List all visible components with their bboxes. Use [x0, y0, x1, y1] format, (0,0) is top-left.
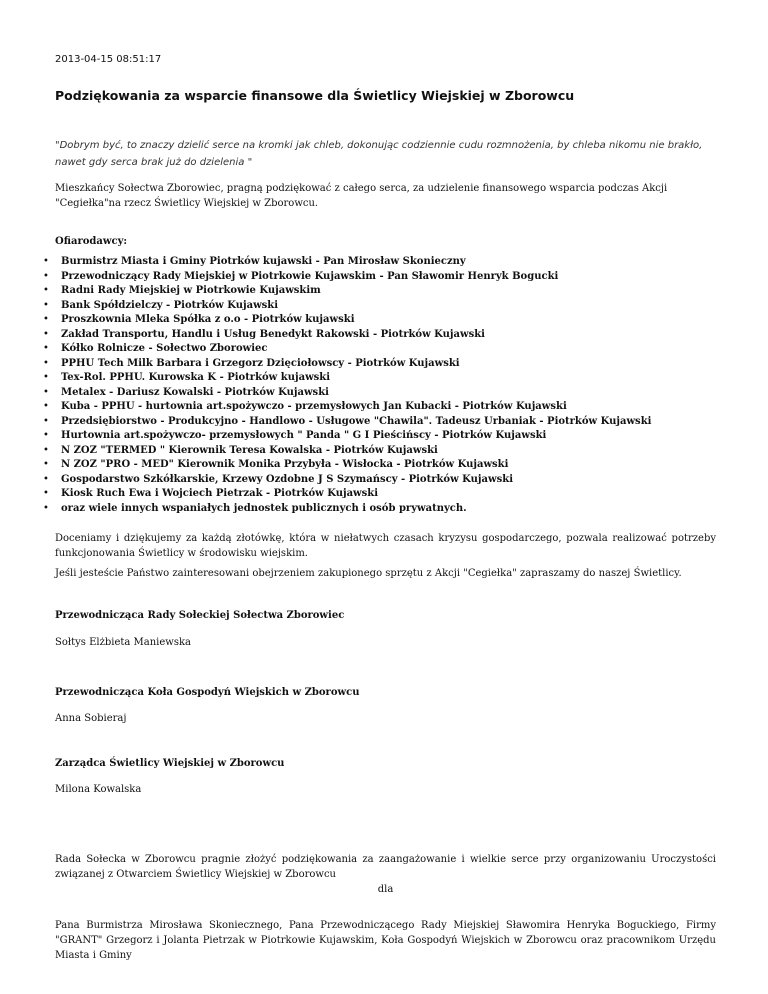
- signature-name-2: Anna Sobieraj: [55, 713, 127, 724]
- list-item: • Kuba - PPHU - hurtownia art.spożywczo - przemysłowych Jan Kubacki - Piotrków Kujawski: [61, 400, 741, 415]
- intro-paragraph: Mieszkańcy Sołectwa Zborowiec, pragną podziękować z całego serca, za udzielenie finansowego wsparcia podczas Akcji "Cegiełka"na rzecz Świetlicy Wiejskiej w Zborowcu.: [55, 183, 668, 209]
- list-item: • Hurtownia art.spożywczo- przemysłowych " Panda " G I Pieścińscy - Piotrków Kujawski: [61, 429, 741, 444]
- list-item: • Zakład Transportu, Handlu i Usług Benedykt Rakowski - Piotrków Kujawski: [61, 328, 741, 343]
- list-item: • Bank Spółdzielczy - Piotrków Kujawski: [61, 299, 741, 314]
- list-item: • N ZOZ "TERMED " Kierownik Teresa Kowalska - Piotrków Kujawski: [61, 444, 741, 459]
- list-item: • Metalex - Dariusz Kowalski - Piotrków Kujawski: [61, 386, 741, 401]
- invite-paragraph: Jeśli jesteście Państwo zainteresowani obejrzeniem zakupionego sprzętu z Akcji "Cegiełka" zapraszamy do naszej Świetlicy.: [55, 568, 682, 579]
- list-item: • Kiosk Ruch Ewa i Wojciech Pietrzak - Piotrków Kujawski: [61, 487, 741, 502]
- list-item: • Przedsiębiorstwo - Produkcyjno - Handlowo - Usługowe "Chawila". Tadeusz Urbaniak - Piotrków Kujawski: [61, 415, 741, 430]
- list-item: • PPHU Tech Milk Barbara i Grzegorz Dzięciołowscy - Piotrków Kujawski: [61, 357, 741, 372]
- signature-role-1: Przewodnicząca Rady Sołeckiej Sołectwa Zborowiec: [55, 610, 345, 621]
- donors-heading: Ofiarodawcy:: [55, 236, 128, 247]
- list-item: • Gospodarstwo Szkółkarskie, Krzewy Ozdobne J S Szymańscy - Piotrków Kujawski: [61, 473, 741, 488]
- list-item: • Tex-Rol. PPHU. Kurowska K - Piotrków kujawski: [61, 371, 741, 386]
- list-item: • Kółko Rolnicze - Sołectwo Zborowiec: [61, 342, 741, 357]
- signature-role-3: Zarządca Świetlicy Wiejskiej w Zborowcu: [55, 758, 285, 769]
- thanks-paragraph: Doceniamy i dziękujemy za każdą złotówkę, która w niełatwych czasach kryzysu gospodarczego, pozwala realizować potrzeby funkcjonowania Świetlicy w środowisku wiejskim.: [55, 533, 716, 559]
- list-item: • oraz wiele innych wspaniałych jednostek publicznych i osób prywatnych.: [61, 502, 741, 517]
- list-item: • Radni Rady Miejskiej w Piotrkowie Kujawskim: [61, 284, 741, 299]
- quote: "Dobrym być, to znaczy dzielić serce na kromki jak chleb, dokonując codziennie cudu rozmnożenia, by chleba nikomu nie brakło, nawet gdy serca brak już do dzielenia ": [55, 140, 703, 168]
- signature-name-3: Milona Kowalska: [55, 784, 142, 795]
- dla-label: dla: [377, 884, 394, 895]
- recipients-paragraph: Pana Burmistrza Mirosława Skoniecznego, Pana Przewodniczącego Rady Miejskiej Sławomira Henryka Boguckiego, Firmy "GRANT" Grzegorz i Jolanta Pietrzak w Piotrkowie Kujawskim, Koła Gospodyń Wiejskich w Zborowcu oraz pracownikom Urzędu Miasta i Gminy: [55, 920, 716, 961]
- list-item: • Burmistrz Miasta i Gminy Piotrków kujawski - Pan Mirosław Skonieczny: [61, 255, 741, 270]
- council-paragraph: Rada Sołecka w Zborowcu pragnie złożyć podziękowania za zaangażowanie i wielkie serce przy organizowaniu Uroczystości związanej z Otwarciem Świetlicy Wiejskiej w Zborowcu: [55, 854, 716, 880]
- signature-role-2: Przewodnicząca Koła Gospodyń Wiejskich w Zborowcu: [55, 687, 360, 698]
- list-item: • N ZOZ "PRO - MED" Kierownik Monika Przybyła - Wisłocka - Piotrków Kujawski: [61, 458, 741, 473]
- article-title: Podziękowania za wsparcie finansowe dla Świetlicy Wiejskiej w Zborowcu: [55, 88, 575, 103]
- list-item: • Proszkownia Mleka Spółka z o.o - Piotrków kujawski: [61, 313, 741, 328]
- list-item: • Przewodniczący Rady Miejskiej w Piotrkowie Kujawskim - Pan Sławomir Henryk Bogucki: [61, 270, 741, 285]
- donors-list: [37, 255, 741, 516]
- signature-name-1: Sołtys Elżbieta Maniewska: [55, 637, 192, 648]
- timestamp: 2013-04-15 08:51:17: [55, 54, 162, 65]
